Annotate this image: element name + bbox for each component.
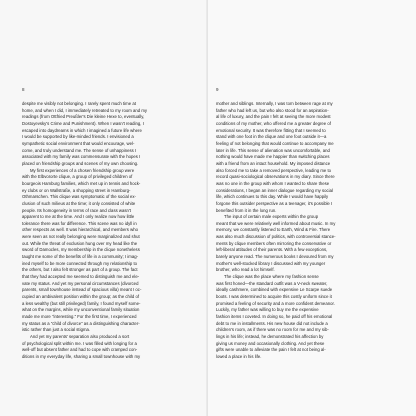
text-line: ments by clique members often mirroring the conservative or [216, 240, 332, 246]
text-line: debt to me in installments. His new house did not include a [216, 320, 328, 326]
left-page-body [22, 101, 194, 361]
text-line: tolerance there was for difference. This scene was no idyll in [22, 220, 137, 226]
text-line: clusion of such milieus at the time; it only consisted of white [22, 200, 136, 206]
text-line: boots. I was determined to acquire this costly uniform since it [216, 294, 332, 300]
text-line: was no one in the group with whom I wanted to share these [216, 180, 330, 186]
left-page-number: 8 [22, 87, 25, 92]
text-line: apparent to me at the time. And I only realize now how little [22, 214, 135, 220]
text-line: sympathetic social environment that would encourage, wel- [22, 140, 135, 146]
text-line: considerations, I began an inner dialogue regarding my social [216, 187, 333, 193]
text-line: left-liberal attitudes of their parents. With a few exceptions, [216, 247, 328, 253]
text-line: well-off but absent father and had to cope with cramped con- [22, 347, 138, 353]
text-line: benefited from it in the long run. [216, 207, 277, 213]
text-line: brother, who read a lot himself. [216, 267, 275, 273]
text-line: forgone this outsider perspective as a teenager, it's possible I [216, 200, 333, 206]
text-line: other respects as well. It was hierarchical, and members who [22, 227, 138, 233]
text-line: were seen as not really belonging were marginalized and shut [22, 234, 140, 240]
text-line: despite me visibly not belonging. I rarely spent much time at [22, 101, 136, 106]
text-line: come, and truly understand me. The sense of unhappiness I [22, 147, 137, 153]
text-line: meant that we were relatively well informed about music. In my [216, 220, 336, 226]
text-line: conditions of my mother, who offered me a greater degree of [216, 120, 331, 126]
text-line: what on the margins, while my unconventional family situation [22, 307, 140, 313]
text-line: ideally cashmere, combined with expensive Le Scarpe suede [216, 287, 333, 293]
text-line: also forced me to take a removed perspective, leading me to [216, 167, 332, 173]
text-line: out. While the threat of exclusion hung over my head like the [22, 240, 138, 246]
text-line: escaped into daydreams in which I imagined a future life where [22, 127, 142, 133]
right-page-number: 9 [216, 87, 219, 92]
text-line: feeling of not belonging that would continue to accompany me [216, 140, 334, 146]
text-line: was also much discussion of politics, with controversial stance- [216, 234, 336, 240]
text-line: placed on friendship groups and scenes of my own choosing. [22, 160, 139, 166]
text-line: promised a feeling of security and a more confident demeanor. [216, 300, 335, 306]
text-line: vate my status. And yet my personal circumstances (divorced [22, 280, 139, 286]
text-line: al life of luxury, and the pain I felt at seeing the more modest [216, 114, 331, 120]
text-line: Luckily, my father was willing to buy me the expensive [216, 307, 319, 313]
text-line: My first experiences of a chosen friendship group were [30, 167, 135, 173]
right-page-body [216, 101, 391, 361]
text-line: with a friend from an intact household. My imposed distance [216, 160, 331, 166]
text-line: people. Its homogeneity in terms of race and class wasn't [22, 207, 131, 213]
text-line: later in life. This sense of alienation was uncomfortable, and [216, 147, 330, 153]
text-line: bourgeois Hamburg families, which met up in tennis and hock- [22, 180, 141, 186]
text-line: parents, small townhouse instead of spacious villa) meant I oc- [22, 287, 142, 293]
text-line: lings in his life; instead, he demonstrated his affection by [216, 333, 324, 339]
text-line: emotional security. It was therefore fitting that I seemed to [216, 127, 326, 133]
text-line: memory, we constantly listened to Earth, Wind & Fire. There [216, 227, 331, 233]
text-line: fashion items I coveted. In doing so, he paid off his emotional [216, 314, 333, 319]
text-line: nothing would have made me happier than switching places [216, 154, 330, 160]
text-line: record quasi-sociological observations in my diary. Since there [216, 174, 335, 180]
text-line: stand with one foot in the clique and one foot outside it—a [216, 134, 327, 140]
text-line: children's room, as if there was no room for me and my sib- [216, 327, 329, 333]
text-line: barely anyone read. The numerous books I devoured from my [216, 254, 334, 260]
text-line: cupied an ambivalent position within the group; as the child of [22, 294, 140, 300]
text-line: mother's well-stocked library I discussed with my younger [216, 260, 326, 266]
text-line: ditions in my everyday life, sharing a small townhouse with my [22, 353, 141, 359]
text-line: taught me some of the benefits of life in a community; I imag- [22, 254, 139, 260]
text-line: ined myself to be more connected through my relationship to [22, 260, 138, 266]
text-line: istic rather than just a social stigma. [22, 327, 91, 333]
text-line: that they had accepted me seemed to distinguish me and ele- [22, 274, 140, 280]
text-line: home, and when I did, I immediately retreated to my room and my [22, 107, 148, 113]
text-line: readings (from Ottfried Preußler's Die kleine Hexe to, eventually, [22, 114, 145, 120]
text-line: gifts were unable to alleviate the pain I felt at not being al- [216, 347, 326, 353]
text-line: father who had left us, but who also stood for an aspiration- [216, 107, 329, 113]
text-line: the others, but I also felt stronger as part of a group. The fact [22, 267, 138, 273]
text-line: Othmarschen. This clique was symptomatic of the social ex- [22, 194, 136, 200]
text-line: The input of certain male experts within the group [224, 214, 319, 220]
text-line: The clique was the place where my fashion sense [224, 274, 319, 280]
text-line: ey clubs or on Wallstraße, a shopping street in Hamburg- [22, 187, 131, 193]
text-line: was first honed—the standard outfit was a V-neck sweater, [216, 280, 328, 286]
right-page [208, 0, 416, 416]
text-line: my status as a "child of divorce" as a distinguishing character- [22, 320, 140, 326]
text-line: And yet my parents' separation also produced a sort [30, 333, 130, 339]
text-line: with the Elbvororte clique, a group of privileged children of [22, 174, 133, 180]
text-line: a less wealthy (but still privileged) family, I found myself some- [22, 300, 141, 306]
text-line: lowed a place in his life. [216, 353, 262, 359]
text-line: associated with my family was commensurate with the hopes I [22, 154, 141, 160]
text-line: Dostoyevsky's Crime and Punishment). When I wasn't reading, I [22, 120, 144, 126]
text-line: made me more "interesting." For the first time, I experienced [22, 314, 137, 319]
text-line: sword of Damocles, my membership in the clique nonetheless [22, 247, 140, 253]
text-line: mother and siblings. Internally, I was torn between rage at my [216, 101, 333, 106]
text-line: I would be supported by like-minded friends. I envisioned a [22, 134, 134, 140]
text-line: giving us money and occasionally clothing. And yet these [216, 340, 325, 346]
text-line: of psychological split within me. I was filled with longing for a [22, 340, 137, 346]
text-line: life, which continues to this day. While I would have happily [216, 194, 329, 200]
